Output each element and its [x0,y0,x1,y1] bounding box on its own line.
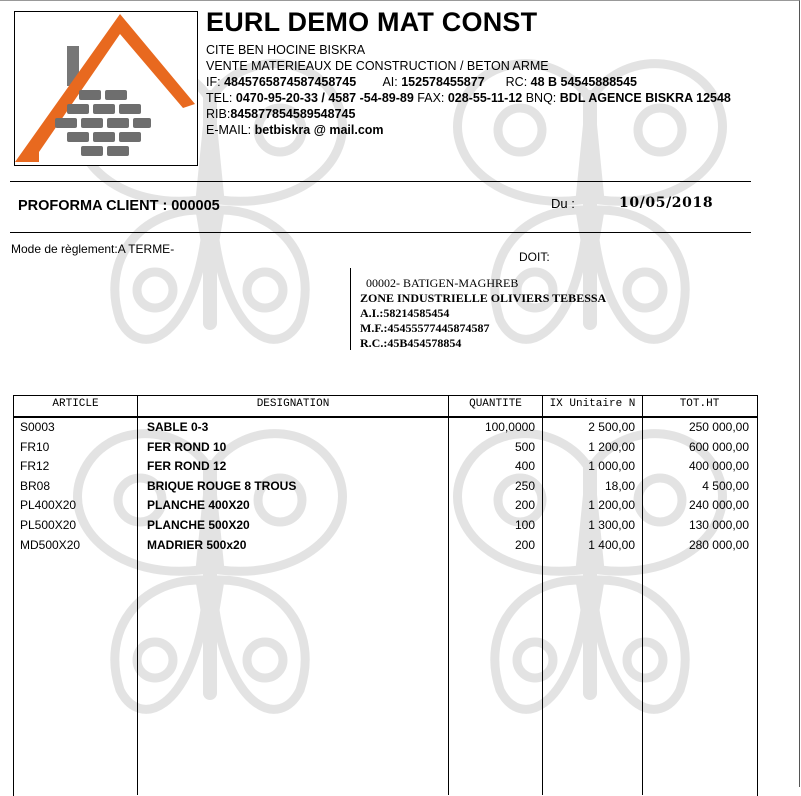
cell-quantite: 100 [514,518,535,532]
company-logo [14,11,198,166]
table-row [0,418,801,437]
cell-total: 240 000,00 [688,498,749,513]
cell-article: FR10 [20,439,50,454]
tel-label: TEL: [206,91,233,105]
cell-designation: SABLE 0-3 [147,420,209,434]
client-rc: R.C.:45B454578854 [360,336,462,350]
email-label: E-MAIL: [206,123,252,137]
cell-prix: 1 000,00 [588,459,635,474]
company-email [206,123,384,137]
bnq-value: BDL AGENCE BISKRA 12548 [559,91,731,105]
fax-label: FAX: [417,91,445,105]
company-contacts [206,91,731,105]
company-rib [206,107,355,121]
cell-designation: MADRIER 500x20 [147,537,247,552]
payment-mode: Mode de règlement:A TERME- [11,242,175,256]
house-roof-logo-icon [15,12,197,165]
ai-value: 152578455877 [401,75,485,89]
header-total-ht: TOT.HT [679,398,720,410]
cell-article: PL500X20 [20,518,77,532]
cell-article: FR12 [20,459,50,474]
cell-article: PL400X20 [20,498,77,513]
cell-prix: 1 200,00 [588,498,635,513]
cell-quantite: 400 [514,459,535,474]
header-article: ARTICLE [52,398,99,410]
divider-bottom [10,232,751,233]
company-activity: VENTE MATERIEAUX DE CONSTRUCTION / BETON ARME [206,59,549,73]
cell-total: 4 500,00 [702,478,749,493]
cell-prix: 1 300,00 [588,518,635,532]
table-row [0,496,801,515]
rib-label: RIB: [206,107,231,121]
cell-quantite: 200 [514,537,535,552]
cell-article: MD500X20 [20,537,81,552]
rc-label: RC: [505,75,528,89]
company-address: CITE BEN HOCINE BISKRA [206,43,366,57]
cell-designation: PLANCHE 400X20 [147,498,250,513]
table-row [0,457,801,476]
cell-prix: 18,00 [604,478,635,493]
rib-value: 845877854589548745 [230,107,356,121]
bnq-label: BNQ: [525,91,557,105]
date-value: 10/05/2018 [619,195,714,211]
ai-label: AI: [382,75,398,89]
cell-total: 400 000,00 [688,459,749,474]
header-quantite: QUANTITE [469,398,522,410]
table-row [0,536,801,555]
cell-total: 250 000,00 [688,420,749,434]
date-label: Du : [551,196,575,211]
cell-quantite: 500 [514,439,535,454]
cell-designation: BRIQUE ROUGE 8 TROUS [147,478,297,493]
email-value: betbiskra @ mail.com [254,123,384,137]
client-block-border [350,268,351,350]
if-value: 4845765874587458745 [224,75,357,89]
cell-designation: FER ROND 12 [147,459,227,474]
tel-value: 0470-95-20-33 / 4587 -54-89-89 [235,91,414,105]
cell-quantite: 250 [514,478,535,493]
cell-designation: PLANCHE 500X20 [147,518,250,532]
table-row [0,516,801,535]
divider-top [10,181,751,182]
doit-label: DOIT: [519,250,550,264]
cell-article: BR08 [20,478,51,493]
cell-total: 600 000,00 [688,439,749,454]
cell-prix: 2 500,00 [588,420,635,434]
company-ids [206,75,637,89]
cell-designation: FER ROND 10 [147,439,227,454]
cell-total: 130 000,00 [688,518,749,532]
header-designation: DESIGNATION [256,398,330,410]
cell-quantite: 200 [514,498,535,513]
client-address: ZONE INDUSTRIELLE OLIVIERS TEBESSA [360,291,607,305]
client-name [360,276,518,291]
header-prix-unitaire: IX Unitaire N [549,398,636,410]
fax-value: 028-55-11-12 [447,91,523,105]
table-row [0,477,801,496]
cell-total: 280 000,00 [688,537,749,552]
if-label: IF: [206,75,221,89]
cell-quantite: 100,0000 [484,420,535,434]
document-title: PROFORMA CLIENT : 000005 [18,198,220,214]
client-mf: M.F.:45455577445874587 [360,321,490,335]
rc-value: 48 B 54545888545 [530,75,638,89]
company-name: EURL DEMO MAT CONST [206,7,538,37]
cell-prix: 1 400,00 [588,537,635,552]
cell-article: S0003 [20,420,55,434]
cell-prix: 1 200,00 [588,439,635,454]
client-code-name: 00002- BATIGEN-MAGHREB [366,276,519,290]
client-ai: A.I.:58214585454 [360,306,450,320]
table-row [0,438,801,457]
